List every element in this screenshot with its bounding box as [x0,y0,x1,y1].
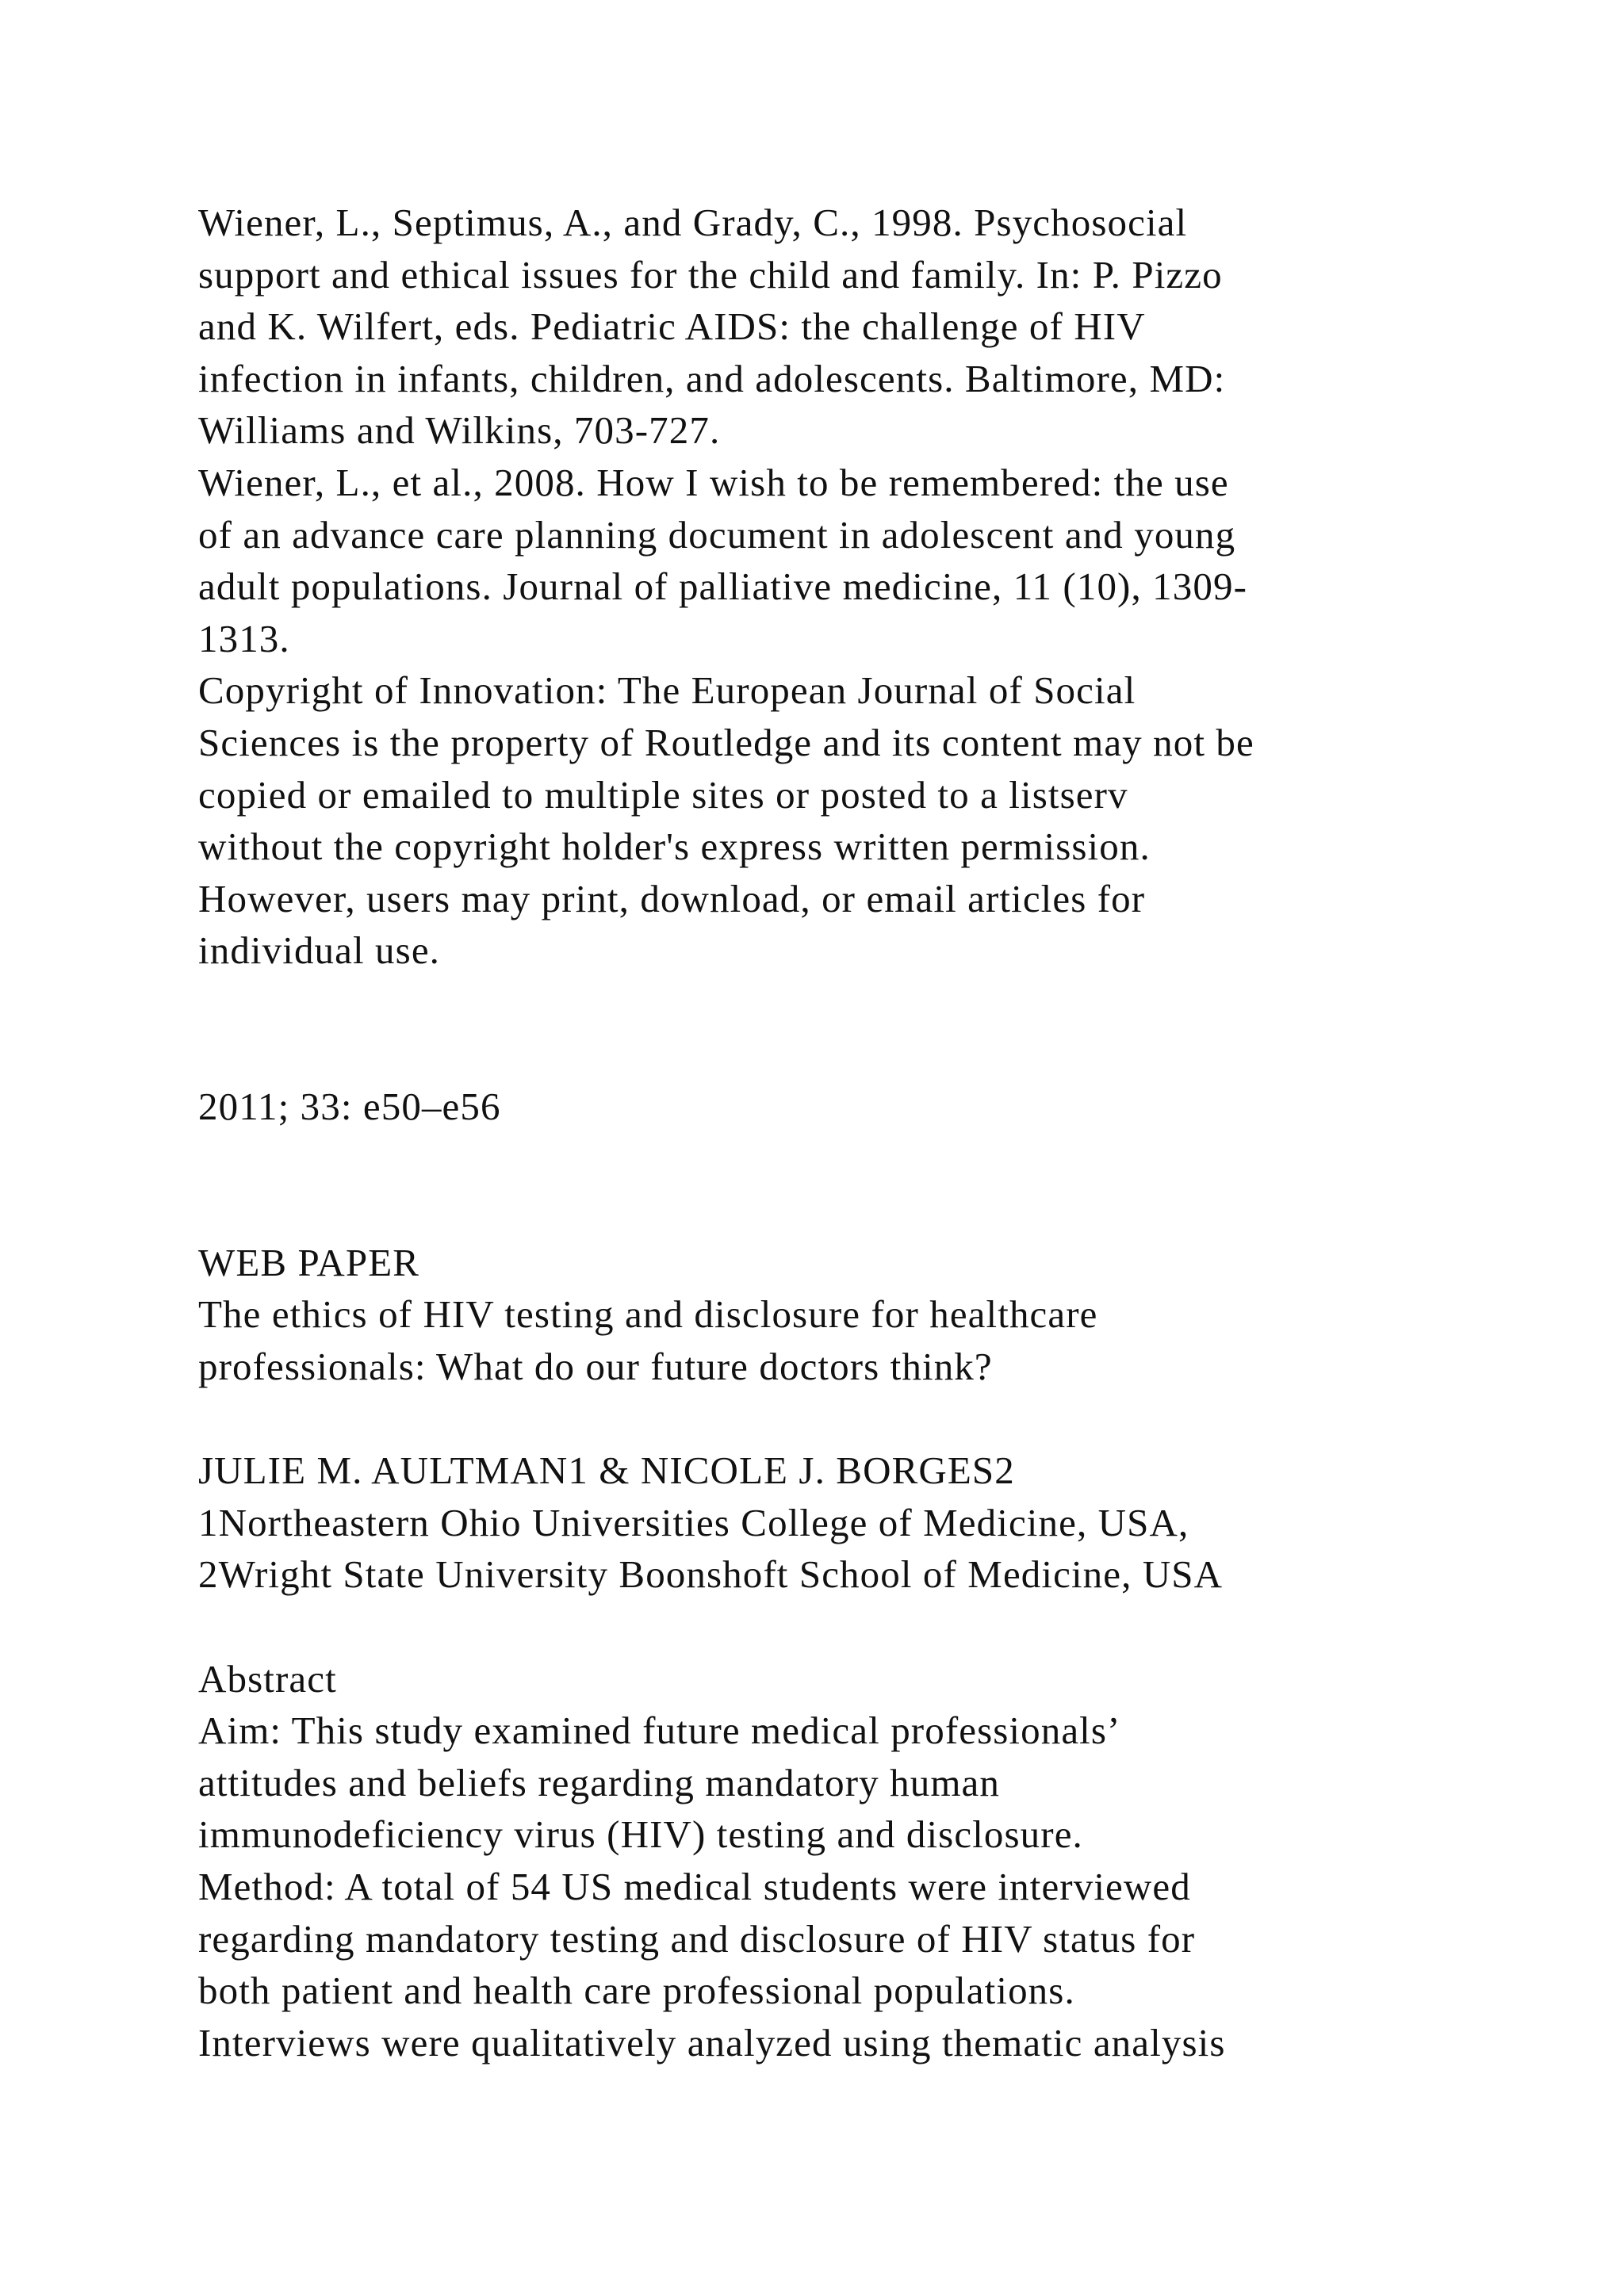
document-page [198,197,1610,2068]
reference-line: infection in infants, children, and adolescents. Baltimore, MD: [198,356,1226,400]
section-label: WEB PAPER [198,1240,420,1284]
reference-line: Williams and Wilkins, 703-727. [198,408,721,453]
affiliation-line: 1Northeastern Ohio Universities College of Medicine, USA, [198,1500,1189,1544]
copyright-notice [198,664,1610,977]
copyright-line: copied or emailed to multiple sites or posted to a listserv [198,772,1128,817]
reference-wiener-2008 [198,457,1610,664]
abstract-line: attitudes and beliefs regarding mandatory human [198,1760,1000,1804]
copyright-line: without the copyright holder's express written permission. [198,825,1151,869]
spacer [198,977,1610,1029]
abstract-line: Method: A total of 54 US medical students were interviewed [198,1865,1191,1908]
copyright-line: individual use. [198,928,441,973]
spacer [198,1029,1610,1081]
reference-line: Wiener, L., Septimus, A., and Grady, C., 1998. Psychosocial [198,201,1188,244]
affiliations [198,1497,1610,1601]
reference-line: of an advance care planning document in adolescent and young [198,512,1236,557]
copyright-line: Sciences is the property of Routledge and its content may not be [198,720,1254,764]
abstract-line: immunodeficiency virus (HIV) testing and disclosure. [198,1812,1083,1857]
abstract-line: regarding mandatory testing and disclosure of HIV status for [198,1916,1196,1961]
reference-line: 1313. [198,616,290,660]
spacer [198,1133,1610,1185]
copyright-line: However, users may print, download, or email articles for [198,876,1146,920]
journal-citation: 2011; 33: e50–e56 [198,1085,501,1129]
reference-line: adult populations. Journal of palliative medicine, 11 (10), 1309- [198,564,1247,609]
abstract-body [198,1705,1610,2068]
spacer [198,1601,1610,1653]
reference-line: and K. Wilfert, eds. Pediatric AIDS: the challenge of HIV [198,304,1146,349]
authors: JULIE M. AULTMAN1 & NICOLE J. BORGES2 [198,1448,1015,1493]
reference-wiener-1998 [198,197,1610,457]
abstract-line: Aim: This study examined future medical professionals’ [198,1709,1121,1753]
abstract-line: both patient and health care professional populations. [198,1969,1075,2013]
abstract-line: Interviews were qualitatively analyzed using thematic analysis [198,2020,1226,2064]
reference-line: Wiener, L., et al., 2008. How I wish to be remembered: the use [198,460,1229,504]
paper-title [198,1288,1610,1392]
affiliation-line: 2Wright State University Boonshoft School of Medicine, USA [198,1552,1224,1597]
title-line: The ethics of HIV testing and disclosure for healthcare [198,1292,1098,1337]
abstract-heading: Abstract [198,1656,337,1701]
reference-line: support and ethical issues for the child and family. In: P. Pizzo [198,252,1223,297]
spacer [198,1184,1610,1237]
spacer [198,1393,1610,1445]
title-line: professionals: What do our future doctors think? [198,1345,993,1389]
copyright-line: Copyright of Innovation: The European Journal of Social [198,668,1136,713]
